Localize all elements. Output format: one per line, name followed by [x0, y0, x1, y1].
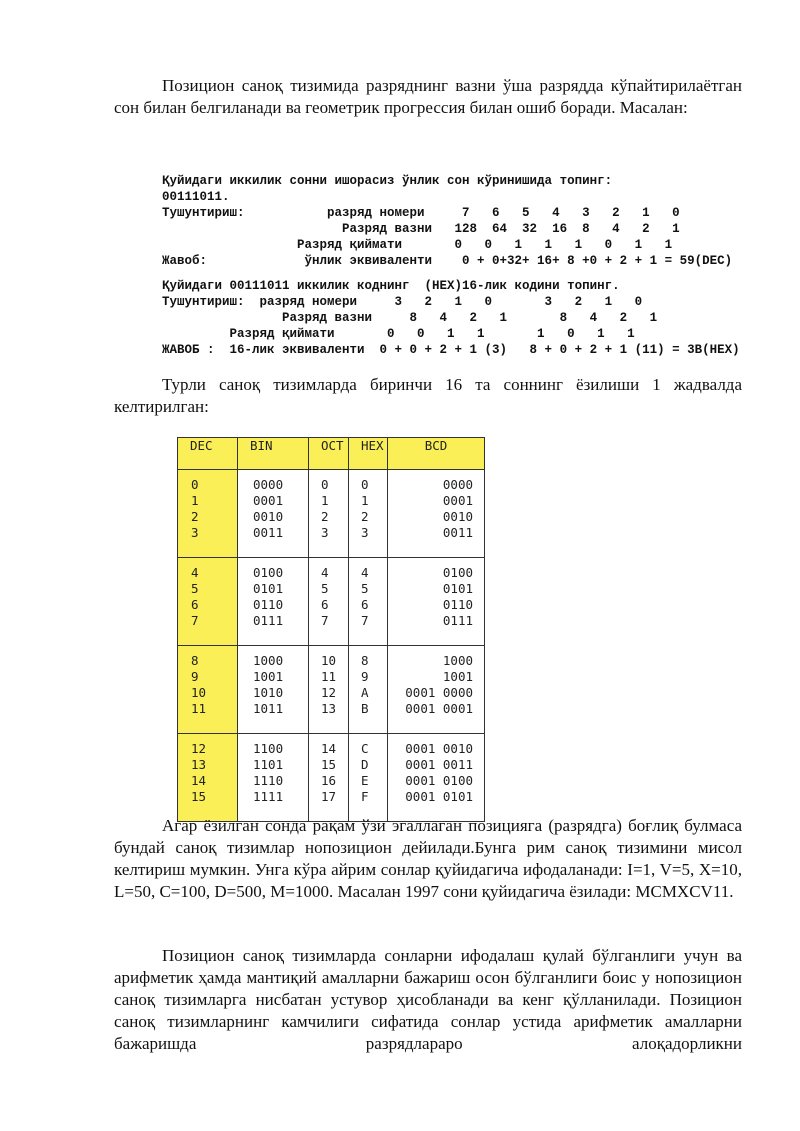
header-dec: DEC: [178, 438, 238, 470]
bcd-value: 0001 0011: [405, 757, 473, 772]
bcd-value: 0110: [442, 597, 473, 612]
bin-value: 0011: [253, 525, 284, 540]
header-bcd: BCD: [388, 438, 485, 470]
bin-value: 1010: [253, 685, 284, 700]
example-line: Разряд қиймати 0 0 1 1 1 0 1 1: [162, 327, 635, 341]
dec-value: 9: [191, 669, 199, 684]
dec-value: 10: [191, 685, 207, 700]
hex-value: 2: [361, 509, 369, 524]
table-row: [178, 558, 485, 646]
oct-value: 6: [321, 597, 329, 612]
cell-dec: [178, 470, 238, 558]
cell-dec: [178, 734, 238, 822]
dec-value: 7: [191, 613, 199, 628]
intro-paragraph: Позицион саноқ тизимида разряднинг вазни ўша разрядда кўпайтирилаётган сон билан белгиланади ва геометрик прогрессия билан ошиб боради. Масалан:: [114, 76, 742, 117]
hex-value: 1: [361, 493, 369, 508]
hex-value: D: [361, 757, 369, 772]
dec-value: 14: [191, 773, 207, 788]
oct-value: 12: [321, 685, 337, 700]
positional-advantages-paragraph: Позицион саноқ тизимларда сонларни ифодалаш қулай бўлганлиги учун ва арифметик ҳамда мантиқий амалларни бажариш осон бўлганлиги боис у нопозицион саноқ тизимларга нисбатан устувор ҳисобланади ва кенг қўлланилади. Позицион саноқ тизимларнинг камчилиги сифатида сонлар устида арифметик амалларни бажаришда разрядлараро алоқадорликни: [114, 946, 742, 1053]
example-line: Қуйидаги 00111011 иккилик коднинг (HEX)16-лик кодини топинг.: [162, 279, 620, 293]
dec-value: 3: [191, 525, 199, 540]
dec-value: 2: [191, 509, 199, 524]
example-line: Разряд қиймати 0 0 1 1 1 0 1 1: [162, 238, 673, 252]
bcd-value: 0001: [442, 493, 473, 508]
cell-hex: [349, 646, 388, 734]
example-line: Тушунтириш: разряд номери 3 2 1 0 3 2 1 0: [162, 295, 643, 309]
bcd-value: 1000: [442, 653, 473, 668]
header-bin: BIN: [238, 438, 309, 470]
table-row: [178, 734, 485, 822]
cell-hex: [349, 734, 388, 822]
hex-value: 3: [361, 525, 369, 540]
bin-value: 1000: [253, 653, 284, 668]
dec-value: 15: [191, 789, 207, 804]
cell-bin: [238, 646, 309, 734]
hex-value: C: [361, 741, 369, 756]
bcd-value: 0010: [442, 509, 473, 524]
hex-value: F: [361, 789, 369, 804]
bcd-value: 0000: [442, 477, 473, 492]
bin-value: 1101: [253, 757, 284, 772]
bin-value: 1001: [253, 669, 284, 684]
bcd-value: 0001 0000: [405, 685, 473, 700]
oct-value: 0: [321, 477, 329, 492]
hex-value: 6: [361, 597, 369, 612]
non-positional-paragraph: Агар ёзилган сонда рақам ўзи эгаллаган позицияга (разрядга) боғлиқ булмаса бундай саноқ тизимлар нопозицион дейилади.Бунга рим саноқ тизимини мисол келтириш мумкин. Унга кўра айрим сонлар қуйидагича ифодаланади: I=1, V=5, X=10, L=50, C=100, D=500, M=1000. Масалан 1997 сони қуйидагича ёзилади: MCMXCV11.: [114, 816, 742, 901]
dec-value: 8: [191, 653, 199, 668]
hex-value: 4: [361, 565, 369, 580]
cell-bin: [238, 558, 309, 646]
oct-value: 14: [321, 741, 337, 756]
bcd-value: 0001 0010: [405, 741, 473, 756]
bin-value: 1100: [253, 741, 284, 756]
cell-oct: [309, 646, 349, 734]
cell-dec: [178, 646, 238, 734]
bin-value: 0110: [253, 597, 284, 612]
bcd-value: 0011: [442, 525, 473, 540]
bcd-value: 0100: [442, 565, 473, 580]
table-row: [178, 470, 485, 558]
dec-value: 6: [191, 597, 199, 612]
bcd-value: 0001 0101: [405, 789, 473, 804]
bin-value: 0101: [253, 581, 284, 596]
dec-value: 0: [191, 477, 199, 492]
cell-bcd: [388, 734, 485, 822]
oct-value: 11: [321, 669, 337, 684]
oct-value: 16: [321, 773, 337, 788]
bcd-value: 0001 0100: [405, 773, 473, 788]
oct-value: 17: [321, 789, 337, 804]
cell-oct: [309, 734, 349, 822]
hex-value: 9: [361, 669, 369, 684]
oct-value: 10: [321, 653, 337, 668]
bin-value: 1111: [253, 789, 284, 804]
example-line: Тушунтириш: разряд номери 7 6 5 4 3 2 1 0: [162, 206, 680, 220]
cell-bcd: [388, 646, 485, 734]
oct-value: 2: [321, 509, 329, 524]
hex-value: 7: [361, 613, 369, 628]
table-row: [178, 646, 485, 734]
cell-hex: [349, 470, 388, 558]
number-systems-table: [177, 437, 485, 822]
oct-value: 13: [321, 701, 337, 716]
dec-value: 12: [191, 741, 207, 756]
oct-value: 1: [321, 493, 329, 508]
dec-value: 13: [191, 757, 207, 772]
cell-bcd: [388, 470, 485, 558]
dec-value: 11: [191, 701, 207, 716]
bcd-value: 0001 0001: [405, 701, 473, 716]
dec-value: 1: [191, 493, 199, 508]
hex-value: B: [361, 701, 369, 716]
cell-bin: [238, 734, 309, 822]
cell-oct: [309, 470, 349, 558]
oct-value: 15: [321, 757, 337, 772]
header-oct: OCT: [309, 438, 349, 470]
binary-to-decimal-example: [162, 173, 732, 269]
oct-value: 5: [321, 581, 329, 596]
cell-bin: [238, 470, 309, 558]
hex-value: 0: [361, 477, 369, 492]
example-line: Разряд вазни 128 64 32 16 8 4 2 1: [162, 222, 680, 236]
bin-value: 0001: [253, 493, 284, 508]
hex-value: 5: [361, 581, 369, 596]
dec-value: 5: [191, 581, 199, 596]
oct-value: 7: [321, 613, 329, 628]
oct-value: 4: [321, 565, 329, 580]
bin-value: 1011: [253, 701, 284, 716]
table-intro-paragraph: Турли саноқ тизимларда биринчи 16 та соннинг ёзилиши 1 жадвалда келтирилган:: [114, 375, 742, 416]
binary-to-hex-example: [162, 278, 740, 358]
cell-hex: [349, 558, 388, 646]
header-hex: HEX: [349, 438, 388, 470]
cell-dec: [178, 558, 238, 646]
bin-value: 0000: [253, 477, 284, 492]
hex-value: A: [361, 685, 369, 700]
example-line: 00111011.: [162, 190, 230, 204]
example-line: Қуйидаги иккилик сонни ишорасиз ўнлик сон кўринишида топинг:: [162, 174, 613, 188]
dec-value: 4: [191, 565, 199, 580]
oct-value: 3: [321, 525, 329, 540]
cell-bcd: [388, 558, 485, 646]
bin-value: 0010: [253, 509, 284, 524]
table-header-row: [178, 438, 485, 470]
example-line: Разряд вазни 8 4 2 1 8 4 2 1: [162, 311, 658, 325]
bin-value: 0111: [253, 613, 284, 628]
cell-oct: [309, 558, 349, 646]
example-line: Жавоб: ўнлик эквиваленти 0 + 0+32+ 16+ 8 +0 + 2 + 1 = 59(DEC): [162, 254, 733, 268]
hex-value: 8: [361, 653, 369, 668]
bcd-value: 1001: [442, 669, 473, 684]
bcd-value: 0101: [442, 581, 473, 596]
bcd-value: 0111: [442, 613, 473, 628]
bin-value: 0100: [253, 565, 284, 580]
bin-value: 1110: [253, 773, 284, 788]
hex-value: E: [361, 773, 369, 788]
example-line: ЖАВОБ : 16-лик эквиваленти 0 + 0 + 2 + 1 (3) 8 + 0 + 2 + 1 (11) = 3B(HEX): [162, 343, 740, 357]
